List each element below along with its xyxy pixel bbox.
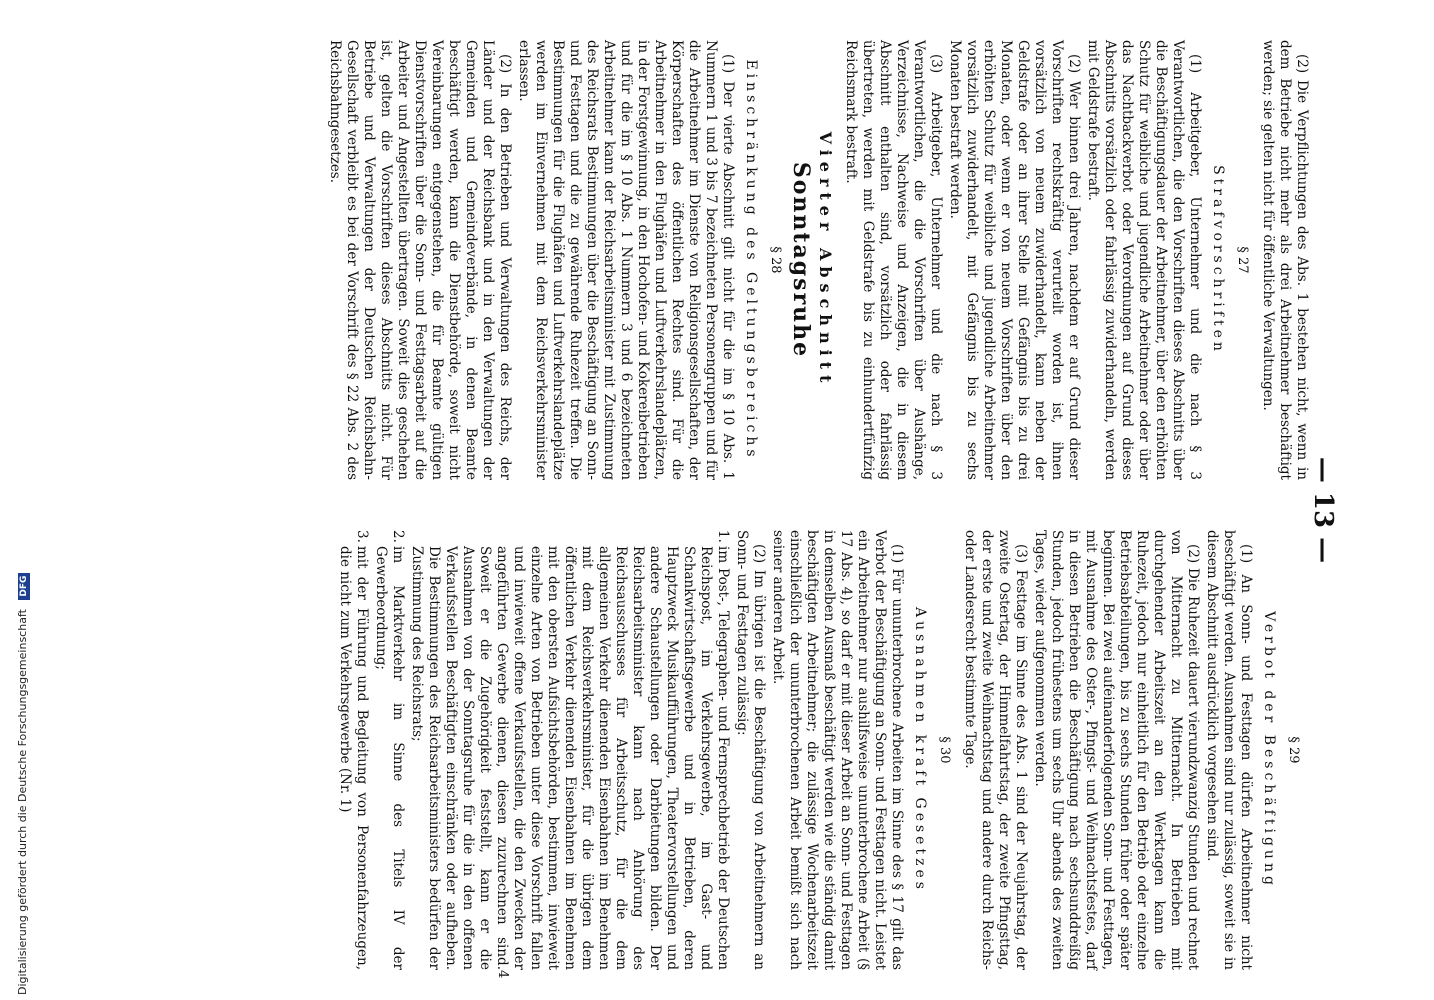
rotated-document-page bbox=[10, 30, 1338, 990]
section-30-number: § 30 bbox=[937, 736, 952, 764]
section-27-paragraph-1: (1) Arbeitgeber, Unternehmer und die nach § 3 Verantwortlichen, die den Vorschriften dieses Abschnitts über die Beschäftigungsdauer der Arbeitnehmer, über den erhöhten Schutz für weibliche und jugendliche Arbeitnehmer oder über das Nachtbackverbot oder Verordnungen auf Grund dieses Abschnitts vorsätzlich oder fahrlässig zuwiderhandeln, werden mit Geldstrafe bestraft. bbox=[1085, 40, 1203, 480]
section-27-paragraph-2: (2) Wer binnen drei Jahren, nachdem er auf Grund dieser Vorschriften rechtskräftig verurteilt worden ist, ihnen vorsätzlich von neuem zuwiderhandelt, kann neben der Geldstrafe oder an ihrer Stelle mit Gefängnis bis zu drei Monaten, oder wenn er von neuem Vorschriften über den erhöhten Schutz für weibliche und jugendliche Arbeitnehmer vorsätzlich zuwiderhandelt, mit Gefängnis bis zu sechs Monaten bestraft werden. bbox=[947, 40, 1082, 480]
list-item-text: im Marktverkehr im Sinne des Titels IV der Gewerbeordnung; bbox=[373, 546, 406, 970]
dfg-logo: DFG bbox=[18, 573, 30, 600]
page-header: — 13 — bbox=[1308, 456, 1338, 564]
section-27-title: Strafvorschriften bbox=[1210, 165, 1226, 355]
section-27-number: § 27 bbox=[1235, 246, 1250, 274]
page-footer-number: 4 bbox=[495, 970, 510, 979]
section-29-paragraph-2: (2) Die Ruhezeit dauert vierundzwanzig Stunden und rechnet von Mitternacht zu Mitternacht. In Betrieben mit durchgehender Arbeitszeit an den Werktagen kann die Ruhezeit, jedoch nur einheitlich für den Betrieb oder einzelne Betriebsabteilungen, bis zu sechs Stunden früher oder später beginnen. Bei zwei aufeinanderfolgenden Sonn- und Festtagen, mit Ausnahme des Oster-, Pfingst- und Weihnachtsfestes, darf in diesen Betrieben die Beschäftigung nach sechsunddreißig Stunden, jedoch frühestens um sechs Uhr abends des zweiten Tages, wieder aufgenommen werden. bbox=[1032, 530, 1201, 970]
list-item-text: mit der Führung und Begleitung von Personenfahrzeugen, die nicht zum Verkehrsgewerbe (Nr. 1) bbox=[337, 546, 370, 970]
section-29-number: § 29 bbox=[1286, 736, 1301, 764]
section-29-paragraph-3: (3) Festtage im Sinne des Abs. 1 sind der Neujahrstag, der zweite Ostertag, der Himmelfahrtstag, der zweite Pfingsttag, der erste und zweite Weihnachtstag und andere durch Reichs- oder Landesrecht bestimmte Tage. bbox=[962, 530, 1029, 970]
list-item-number: 3. bbox=[354, 530, 370, 543]
list-item-number: 2. bbox=[390, 530, 406, 543]
section-28-number: § 28 bbox=[768, 246, 783, 274]
list-item-text: im Post-, Telegraphen- und Fernsprechbetrieb der Deutschen Reichspost, im Verkehrsgewerbe, im Gast- und Schankwirtschaftsgewerbe und in Betrieben, deren Hauptzweck Musikaufführungen, Theatervorstellungen und andere Schaustellungen oder Darbietungen bilden. Der Reichsarbeitsminister kann nach Anhörung des Reichsausschusses für Arbeitsschutz, für die dem allgemeinen Verkehr dienenden Eisenbahnen im Benehmen mit dem Reichsverkehrsminister, für die übrigen dem öffentlichen Verkehr dienenden Eisenbahnen im Benehmen mit den obersten Aufsichtsbehörden, bestimmen, inwieweit einzelne Arten von Betrieben unter diese Vorschrift fallen und inwieweit offene Verkaufsstellen, die den Zwecken der angeführten Gewerbe dienen, diesen zuzurechnen sind. Soweit er die Zugehörigkeit feststellt, kann er die Ausnahmen von der Sonntagsruhe für die in den offenen Verkaufsstellen Beschäftigten einschränken oder aufheben. Die Bestimmungen des Reichsarbeitsministers bedürfen der Zustimmung des Reichsrats; bbox=[409, 546, 731, 970]
section-30-paragraph-1: (1) Für ununterbrochene Arbeiten im Sinne des § 17 gilt das Verbot der Beschäftigung an Sonn- und Festtagen nicht. Leistet ein Arbeitnehmer nur aushilfsweise ununterbrochene Arbeit (§ 17 Abs. 4), so darf er mit dieser Arbeit an Sonn- und Festtagen in demselben Ausmaß beschäftigt werden wie die ständig damit beschäftigten Arbeitnehmer; die zulässige Wochenarbeitszeit einschließlich der ununterbrochenen Arbeit bemißt sich nach seiner anderen Arbeit. bbox=[770, 530, 905, 970]
list-item bbox=[408, 530, 731, 970]
section-30-paragraph-2: (2) Im übrigen ist die Beschäftigung von Arbeitnehmern an Sonn- und Festtagen zulässig: bbox=[734, 530, 767, 970]
left-column bbox=[324, 40, 1310, 480]
section-29-paragraph-1: (1) An Sonn- und Festtagen dürfen Arbeitnehmer nicht beschäftigt werden. Ausnahmen sind nur zulässig, soweit sie in diesem Abschnitt ausdrücklich vorgesehen sind. bbox=[1204, 530, 1254, 970]
exception-list bbox=[336, 530, 731, 970]
section-28-title: Einschränkung des Geltungsbereichs bbox=[743, 59, 759, 461]
digitization-note-text: Digitalisierung gefördert durch die Deutsche Forschungsgemeinschaft bbox=[16, 609, 29, 995]
list-item-number: 1. bbox=[715, 530, 731, 543]
intro-paragraph: (2) Die Verpflichtungen des Abs. 1 bestehen nicht, wenn in dem Betriebe nicht mehr als drei Arbeitnehmer beschäftigt werden; sie gelten nicht für öffentliche Verwaltungen. bbox=[1260, 40, 1310, 480]
digitization-note bbox=[16, 0, 30, 995]
section-30-title: Ausnahmen kraft Gesetzes bbox=[912, 607, 928, 893]
list-item bbox=[372, 530, 406, 970]
section-27-paragraph-3: (3) Arbeitgeber, Unternehmer und die nach § 3 Verantwortlichen, die die Vorschriften über Aushänge, Verzeichnisse, Nachweise und Anzeigen, die in diesem Abschnitt enthalten sind, vorsätzlich oder fahrlässig übertreten, werden mit Geldstrafe bis zu einhundertfünfzig Reichsmark bestraft. bbox=[843, 40, 944, 480]
section-28-paragraph-1: (1) Der vierte Abschnitt gilt nicht für die im § 10 Abs. 1 Nummern 1 und 3 bis 7 bezeichneten Personengruppen und für die Arbeitnehmer im Dienste von Religionsgesellschaften, der Körperschaften des öffentlichen Rechtes sind. Für die Arbeitnehmer in den Flughäfen und Luftverkehrslandeplätzen, in der Forstgewinnung, in den Hochofen- und Kokereibetrieben und für die im § 10 Abs. 1 Nummern 3 und 6 bezeichneten Arbeitnehmer kann der Reichsarbeitsminister mit Zustimmung des Reichsrats Bestimmungen über die Beschäftigung an Sonn- und Festtagen und die zu gewährende Ruhezeit treffen. Die Bestimmungen für die Flughäfen und Luftverkehrslandeplätze werden im Einvernehmen mit dem Reichsverkehrsminister erlassen. bbox=[516, 40, 736, 480]
right-column bbox=[334, 530, 1310, 970]
chapter-title: Sonntagsruhe bbox=[788, 161, 814, 359]
list-item bbox=[336, 530, 370, 970]
chapter-heading: Vierter Abschnitt bbox=[816, 131, 835, 389]
section-29-title: Verbot der Beschäftigung bbox=[1261, 611, 1277, 889]
section-28-paragraph-2: (2) In den Betrieben und Verwaltungen des Reichs, der Länder und der Reichsbank und in den Verwaltungen der Gemeinden und Gemeindeverbände, in denen Beamte beschäftigt werden, kann die Dienstbehörde, soweit nicht Vereinbarungen entgegenstehen, die für Beamte gültigen Dienstvorschriften über die Sonn- und Festtagsarbeit auf die Arbeiter und Angestellten übertragen. Soweit dies geschehen ist, gelten die Vorschriften dieses Abschnitts nicht. Für Betriebe und Verwaltungen der Deutschen Reichsbahn-Gesellschaft verbleibt es bei der Vorschrift des § 22 Abs. 2 des Reichsbahngesetzes. bbox=[327, 40, 513, 480]
